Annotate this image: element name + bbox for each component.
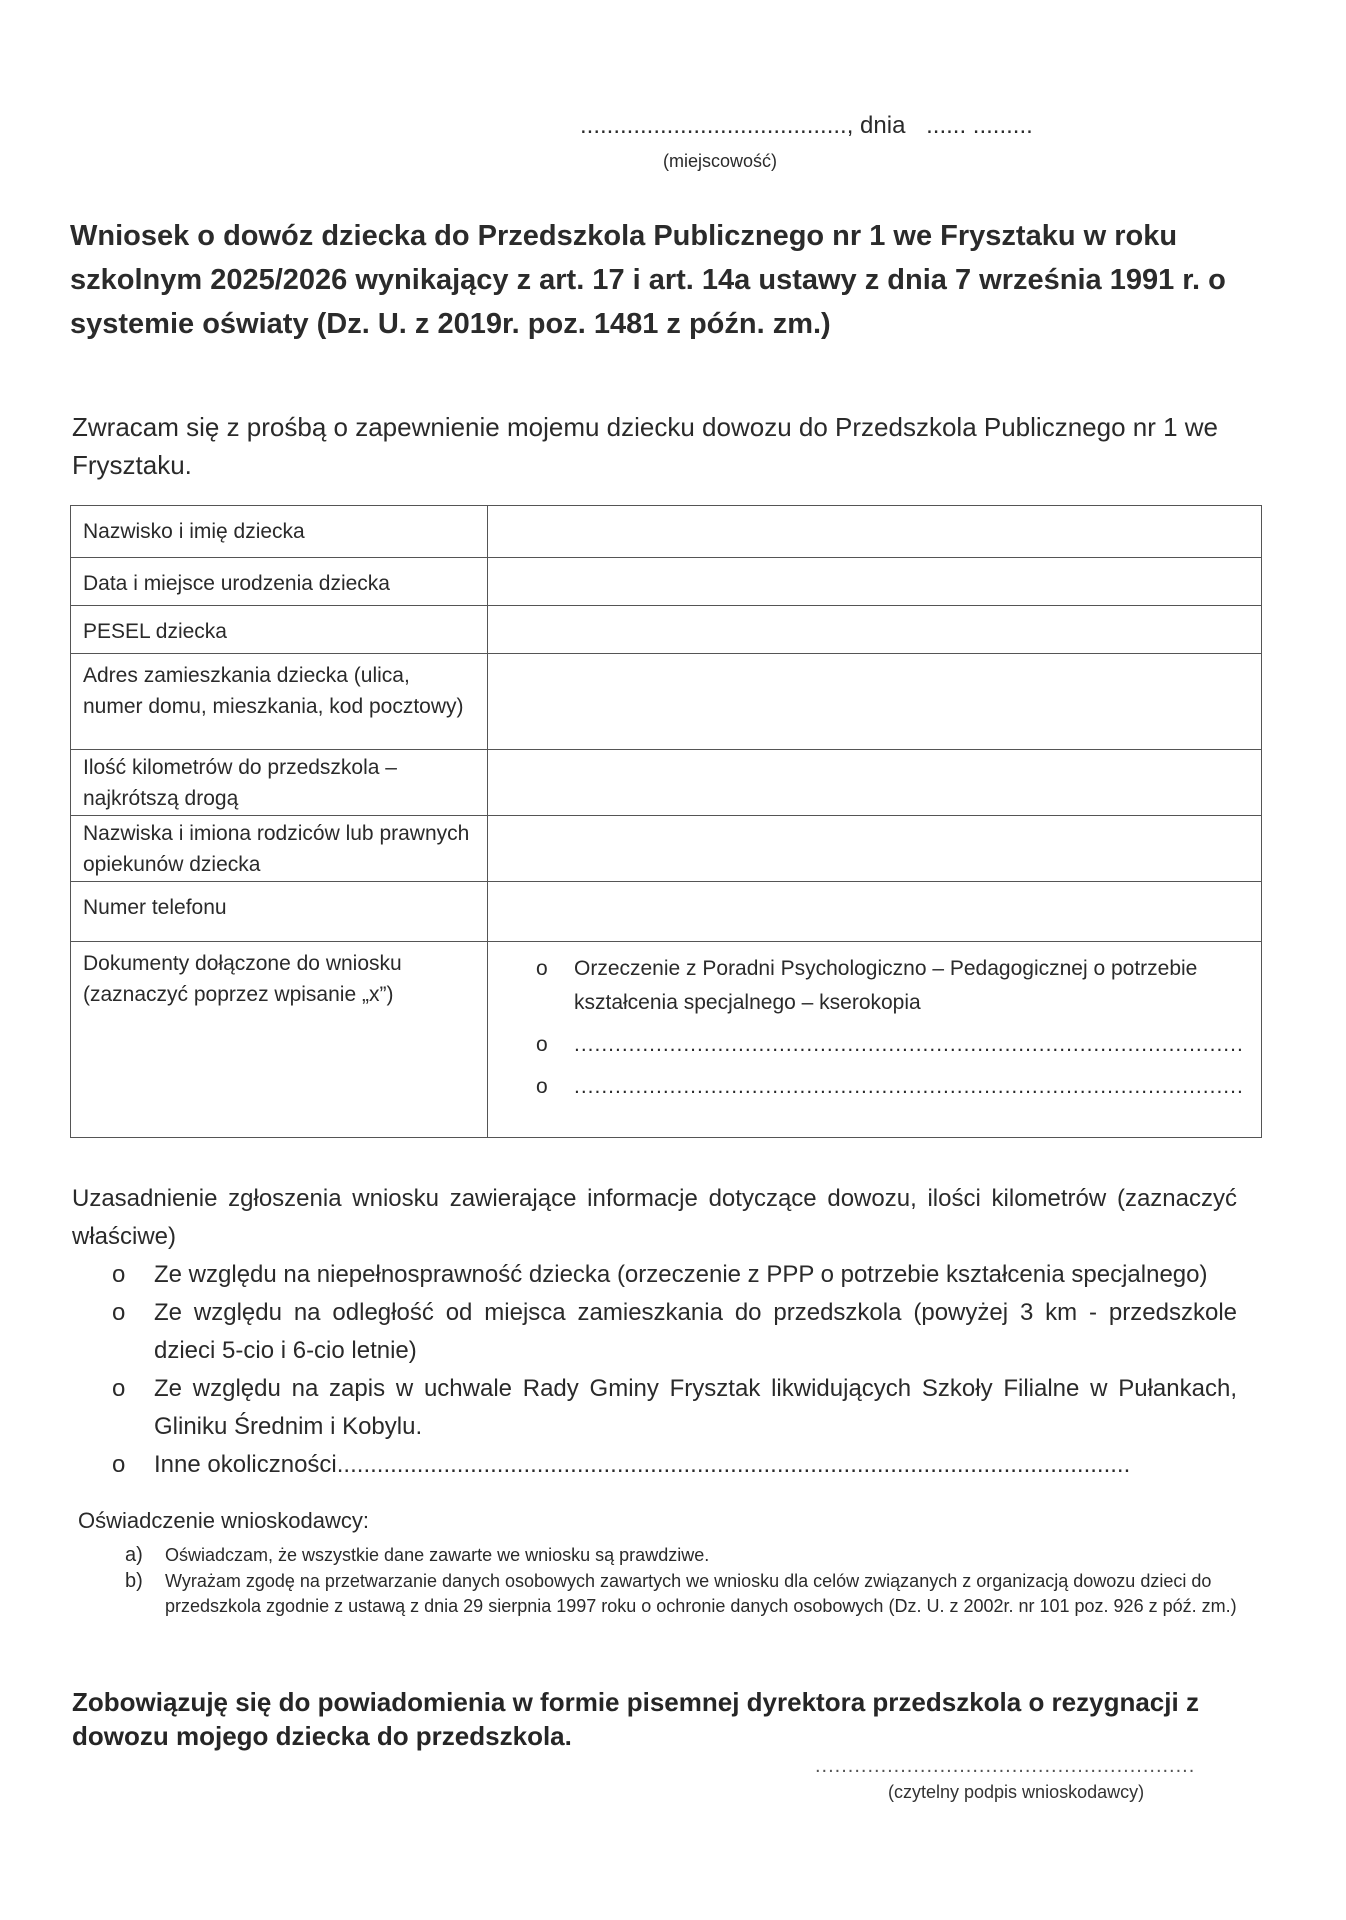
signature-caption: (czytelny podpis wnioskodawcy)	[888, 1782, 1145, 1802]
row-label: Nazwisko i imię dziecka	[71, 506, 488, 558]
table-row	[71, 606, 1262, 654]
form-title: Wniosek o dowóz dziecka do Przedszkola Publicznego nr 1 we Frysztaku w roku szkolnym 2025/2026 wynikający z art. 17 i art. 14a ustawy z dnia 7 września 1991 r. o systemie oświaty (Dz. U. z 2019r. poz. 1481 z późn. zm.)	[70, 220, 1226, 340]
document-blank-item[interactable]: o ..................................................................................................	[536, 1070, 1249, 1104]
row-label: Numer telefonu	[71, 882, 488, 942]
phone-field[interactable]	[488, 882, 1262, 942]
declaration-item	[125, 1569, 1245, 1619]
declaration-list	[125, 1543, 1245, 1620]
request-text: Zwracam się z prośbą o zapewnienie mojemu dziecku dowozu do Przedszkola Publicznego nr 1 we Frysztaku.	[72, 412, 1219, 480]
item-text: Oświadczam, że wszystkie dane zawarte we wniosku są prawdziwe.	[165, 1545, 710, 1565]
place-date-line	[580, 112, 1033, 140]
option-disability[interactable]: o Ze względu na niepełnosprawność dziecka (orzeczenie z PPP o potrzebie kształcenia specjalnego)	[112, 1256, 1237, 1294]
row-label: PESEL dziecka	[71, 606, 488, 654]
row-label: Nazwiska i imiona rodziców lub prawnych opiekunów dziecka	[71, 816, 488, 882]
item-letter: a)	[125, 1544, 143, 1566]
pesel-field[interactable]	[488, 606, 1262, 654]
declaration-title: Oświadczenie wnioskodawcy:	[78, 1508, 370, 1533]
child-name-field[interactable]	[488, 506, 1262, 558]
commitment-statement: Zobowiązuję się do powiadomienia w formie pisemnej dyrektora przedszkola o rezygnacji z dowozu mojego dziecka do przedszkola.	[72, 1687, 1199, 1751]
child-data-table	[70, 505, 1262, 1138]
table-row	[71, 506, 1262, 558]
table-row	[71, 942, 1262, 1138]
signature-field[interactable]: ..........................................................	[815, 1755, 1196, 1777]
option-distance[interactable]: o Ze względu na odległość od miejsca zamieszkania do przedszkola (powyżej 3 km - przedszkole dzieci 5-cio i 6-cio letnie)	[112, 1294, 1237, 1370]
document-checkbox-item[interactable]: o Orzeczenie z Poradni Psychologiczno – Pedagogicznej o potrzebie kształcenia specjalnego – kserokopia	[536, 952, 1249, 1020]
table-row	[71, 750, 1262, 816]
documents-list	[500, 942, 1249, 1104]
table-row	[71, 816, 1262, 882]
address-field[interactable]	[488, 654, 1262, 750]
row-label: Data i miejsce urodzenia dziecka	[71, 558, 488, 606]
row-label: Ilość kilometrów do przedszkola – najkrótszą drogą	[71, 750, 488, 816]
item-text: Wyrażam zgodę na przetwarzanie danych osobowych zawartych we wniosku dla celów związanych z organizacją dowozu dzieci do przedszkola zgodnie z ustawą z dnia 29 sierpnia 1997 roku o ochronie danych osobowych (Dz. U. z 2002r. nr 101 poz. 926 z póź. zm.)	[165, 1571, 1237, 1616]
parents-field[interactable]	[488, 816, 1262, 882]
option-council-resolution[interactable]: o Ze względu na zapis w uchwale Rady Gminy Frysztak likwidujących Szkoły Filialne w Pułankach, Gliniku Średnim i Kobylu.	[112, 1370, 1237, 1446]
documents-cell	[488, 942, 1262, 1138]
place-field[interactable]: ........................................, dnia	[580, 112, 906, 139]
document-blank-item[interactable]: o ..................................................................................................	[536, 1028, 1249, 1062]
distance-field[interactable]	[488, 750, 1262, 816]
table-row	[71, 654, 1262, 750]
justification-options	[72, 1256, 1237, 1484]
place-caption: (miejscowość)	[663, 151, 778, 171]
birth-date-place-field[interactable]	[488, 558, 1262, 606]
justification-section	[72, 1180, 1237, 1484]
declaration-item	[125, 1543, 1245, 1568]
date-field[interactable]: ...... .........	[926, 112, 1033, 139]
documents-label: Dokumenty dołączone do wniosku (zaznaczyć poprzez wpisanie „x”)	[71, 942, 488, 1138]
row-label: Adres zamieszkania dziecka (ulica, numer domu, mieszkania, kod pocztowy)	[71, 654, 488, 750]
table-row	[71, 882, 1262, 942]
table-row	[71, 558, 1262, 606]
justification-intro: Uzasadnienie zgłoszenia wniosku zawierające informacje dotyczące dowozu, ilości kilometrów (zaznaczyć właściwe)	[72, 1185, 1237, 1250]
option-other[interactable]: o Inne okoliczności.......................................................................................................................	[112, 1446, 1237, 1484]
item-letter: b)	[125, 1570, 143, 1592]
